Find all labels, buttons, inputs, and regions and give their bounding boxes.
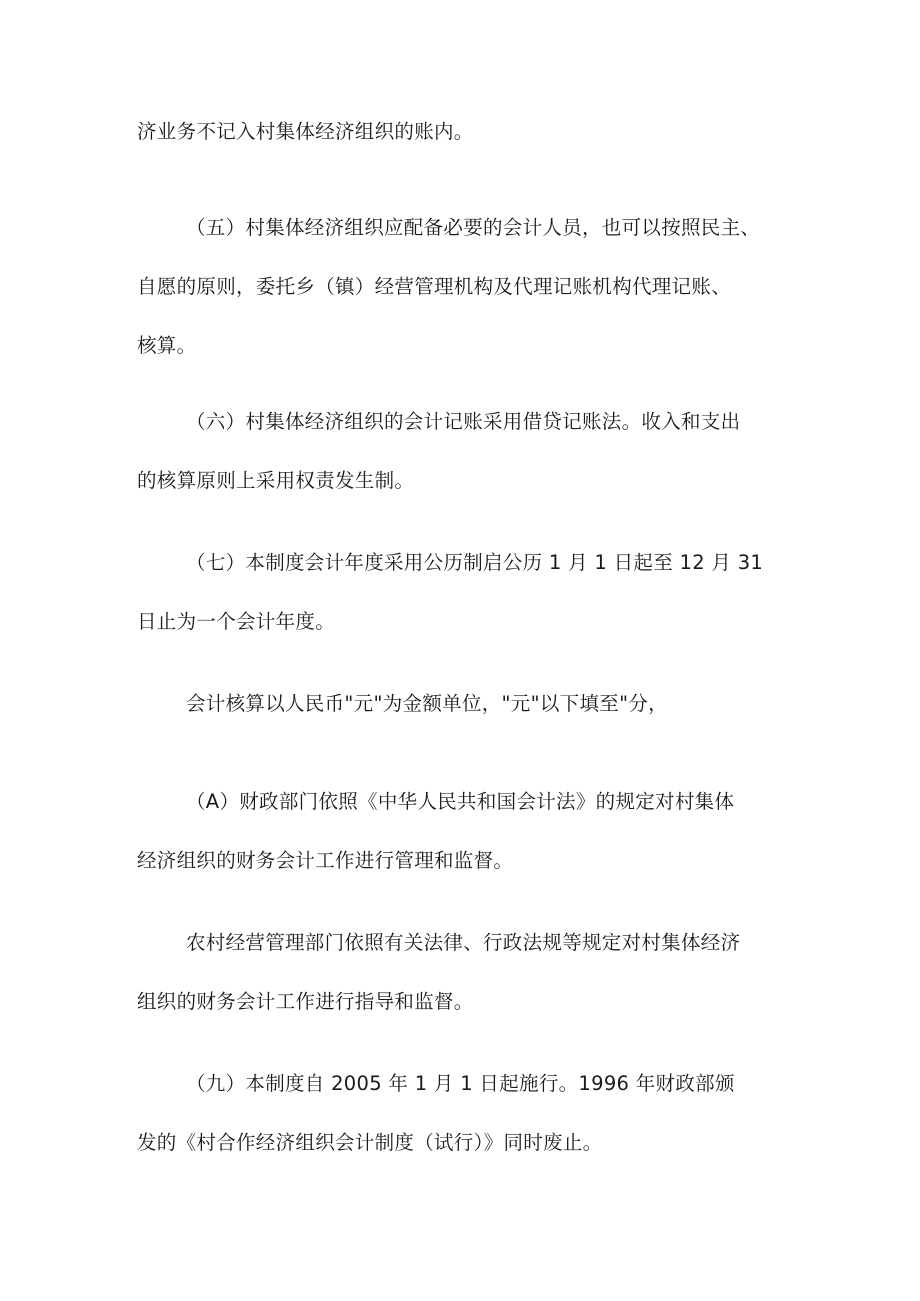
text-line: （九）本制度自 2005 年 1 月 1 日起施行。1996 年财政部颁 xyxy=(186,1072,735,1095)
text-line: 核算。 xyxy=(137,334,197,357)
paragraph-rural-management xyxy=(137,913,797,1031)
text-line: 会计核算以人民币"元"为金额单位，"元"以下填至"分， xyxy=(186,692,668,715)
text-line: 自愿的原则，委托乡（镇）经营管理机构及代理记账机构代理记账、 xyxy=(137,275,732,298)
paragraph-item-7 xyxy=(137,533,797,651)
text-line: 农村经营管理部门依照有关法律、行政法规等规定对村集体经济 xyxy=(186,931,741,954)
text-line: （六）村集体经济组织的会计记账采用借贷记账法。收入和支出 xyxy=(186,410,741,433)
text-line: 经济组织的财务会计工作进行管理和监督。 xyxy=(137,849,514,872)
text-line: （七）本制度会计年度采用公历制启公历 1 月 1 日起至 12 月 31 xyxy=(186,551,764,574)
paragraph-item-6 xyxy=(137,392,797,510)
paragraph-item-9 xyxy=(137,1054,797,1172)
paragraph-item-5 xyxy=(137,198,797,375)
text-line: 的核算原则上采用权责发生制。 xyxy=(137,469,415,492)
paragraph-currency-unit xyxy=(137,674,797,733)
text-line: （A）财政部门依照《中华人民共和国会计法》的规定对村集体 xyxy=(186,790,735,813)
text-line: 济业务不记入村集体经济组织的账内。 xyxy=(137,120,474,143)
text-line: 发的《村合作经济组织会计制度（试行）》同时废止。 xyxy=(137,1131,603,1154)
paragraph-item-8 xyxy=(137,772,797,890)
text-line: （五）村集体经济组织应配备必要的会计人员，也可以按照民主、 xyxy=(186,216,761,239)
text-line: 日止为一个会计年度。 xyxy=(137,610,336,633)
text-line: 组织的财务会计工作进行指导和监督。 xyxy=(137,990,474,1013)
paragraph-continuation xyxy=(137,102,797,161)
